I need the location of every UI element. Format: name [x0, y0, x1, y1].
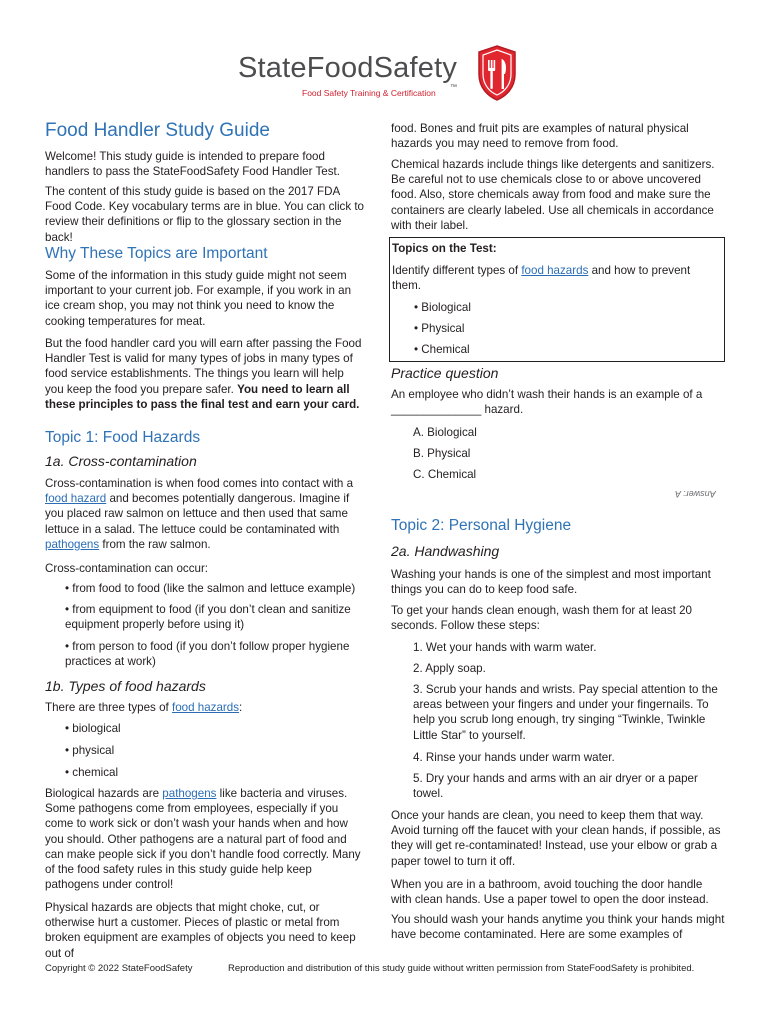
list-item: • from person to food (if you don’t follow proper hygiene practices at work) — [65, 640, 350, 669]
cross-contamination-paragraph — [45, 476, 363, 552]
handwashing-paragraph-5: You should wash your hands anytime you think your hands might have become contaminated. Here are some examples of — [391, 913, 725, 942]
footer-notice: Reproduction and distribution of this study guide without written permission from StateFoodSafety is prohibited. — [228, 963, 695, 974]
practice-question: An employee who didn’t wash their hands is an example of a ______________ hazard. — [391, 388, 703, 417]
handwashing-paragraph-2: To get your hands clean enough, wash them for at least 20 seconds. Follow these steps: — [391, 604, 692, 633]
pathogens-link-2[interactable]: pathogens — [162, 787, 217, 800]
box-list-item: • Physical — [414, 322, 465, 335]
box-text-b: and how to prevent them. — [392, 264, 691, 293]
why-paragraph-2-text: But the food handler card you will earn after passing the Food Handler Test is valid for many types of jobs in many types of food service establishments. The things you learn will help you keep the food you prepare safer. — [45, 337, 362, 396]
list-item: • biological — [65, 722, 121, 735]
intro-paragraph-2: The content of this study guide is based on the 2017 FDA Food Code. Key vocabulary terms are in blue. You can click to review their definitions or flip to the glossary section in the back! — [45, 185, 365, 244]
page-title: Food Handler Study Guide — [45, 120, 270, 141]
option-c: C. Chemical — [413, 468, 477, 481]
step-item: 5. Dry your hands and arms with an air dryer or a paper towel. — [413, 772, 698, 801]
why-paragraph-2-bold: You need to learn all these principles to pass the final test and earn your card. — [45, 382, 360, 411]
box-text-a: Identify different types of — [392, 264, 522, 277]
food-hazards-link-2[interactable]: food hazards — [521, 264, 589, 277]
upside-down-answer: Answer: A — [675, 489, 716, 499]
types-text-b: : — [239, 701, 243, 714]
practice-heading: Practice question — [391, 365, 499, 381]
topic-2-heading: Topic 2: Personal Hygiene — [391, 517, 572, 534]
box-list-item: • Biological — [414, 301, 471, 314]
step-item: 4. Rinse your hands under warm water. — [413, 751, 615, 764]
types-text-a: There are three types of — [45, 701, 172, 714]
cc-text-a: Cross-contamination is when food comes into contact with a — [45, 477, 354, 490]
cc-text-b: and becomes potentially dangerous. Imagine if you placed raw salmon on lettuce and then used that same lettuce in a salad. The lettuce could be contaminated with — [45, 492, 350, 536]
why-heading: Why These Topics are Important — [45, 245, 268, 262]
subheading-1b: 1b. Types of food hazards — [45, 678, 206, 694]
option-b: B. Physical — [413, 447, 471, 460]
intro-paragraph-1: Welcome! This study guide is intended to prepare food handlers to pass the StateFoodSafety Food Handler Test. — [45, 150, 340, 179]
bio-text-a: Biological hazards are — [45, 787, 163, 800]
topic-1-heading: Topic 1: Food Hazards — [45, 429, 201, 446]
cc-text-c: from the raw salmon. — [99, 537, 211, 551]
shield-fork-knife-icon — [476, 44, 518, 102]
list-item: • physical — [65, 744, 115, 757]
option-a: A. Biological — [413, 426, 477, 439]
biological-paragraph — [45, 786, 365, 892]
food-hazard-link[interactable]: food hazard — [45, 492, 107, 506]
list-item: • from equipment to food (if you don’t clean and sanitize equipment properly before using it) — [65, 603, 351, 632]
subheading-1a: 1a. Cross-contamination — [45, 453, 197, 469]
step-item: 2. Apply soap. — [413, 662, 486, 675]
cross-contamination-intro: Cross-contamination can occur: — [45, 562, 209, 575]
why-paragraph-2 — [45, 336, 363, 412]
handwashing-paragraph-4: When you are in a bathroom, avoid touching the door handle with clean hands. Use a paper towel to open the door instead. — [391, 878, 709, 907]
box-title: Topics on the Test: — [392, 242, 497, 255]
types-paragraph — [45, 700, 363, 715]
handwashing-paragraph-3: Once your hands are clean, you need to keep them that way. Avoid turning off the faucet with your clean hands, if possible, as they will get re-contaminated! Instead, use your elbow or grab a paper towel to turn it off. — [391, 809, 721, 868]
footer-copyright: Copyright © 2022 StateFoodSafety — [45, 963, 193, 974]
step-item: 1. Wet your hands with warm water. — [413, 641, 597, 654]
trademark: ™ — [450, 84, 457, 91]
handwashing-paragraph-1: Washing your hands is one of the simplest and most important things you can do to keep food safe. — [391, 568, 711, 597]
chemical-paragraph: Chemical hazards include things like detergents and sanitizers. Be careful not to use chemicals close to or above uncovered food. Also, store chemicals away from food and make sure the containers are clearly labeled. Use all chemicals in accordance with their label. — [391, 158, 715, 232]
physical-paragraph-continued: food. Bones and fruit pits are examples of natural physical hazards you may need to remove from food. — [391, 122, 689, 151]
pathogens-link[interactable]: pathogens — [45, 537, 100, 551]
why-paragraph-1: Some of the information in this study guide might not seem important to your current job. For example, if you work in an ice cream shop, you may not think you need to know the cooking temperatures for meat. — [45, 269, 352, 328]
bio-text-b: like bacteria and viruses. Some pathogens come from employees, especially if you come to work sick or don’t wash your hands when and how you should. Other pathogens are a natural part of food and can make people sick if you don’t handle food correctly. Many of the food safety rules in this study guide help keep pathogens under control! — [45, 787, 361, 892]
list-item: • from food to food (like the salmon and lettuce example) — [65, 582, 356, 595]
logo[interactable] — [238, 50, 502, 110]
brand-name: StateFoodSafety — [238, 52, 458, 84]
step-item: 3. Scrub your hands and wrists. Pay special attention to the areas between your fingers and under your fingernails. To help you scrub long enough, try singing “Twinkle, Twinkle Little Star” to yourself. — [413, 683, 718, 742]
food-hazards-link[interactable]: food hazards — [171, 701, 240, 714]
list-item: • chemical — [65, 766, 119, 779]
box-list-item: • Chemical — [414, 343, 470, 356]
physical-paragraph: Physical hazards are objects that might choke, cut, or otherwise hurt a customer. Pieces of plastic or metal from broken equipment are examples of objects you need to keep out of — [45, 901, 356, 960]
subheading-2a: 2a. Handwashing — [391, 543, 500, 559]
brand-tagline: Food Safety Training & Certification — [302, 88, 436, 98]
topics-on-test-box — [389, 237, 725, 362]
box-text — [392, 263, 717, 293]
